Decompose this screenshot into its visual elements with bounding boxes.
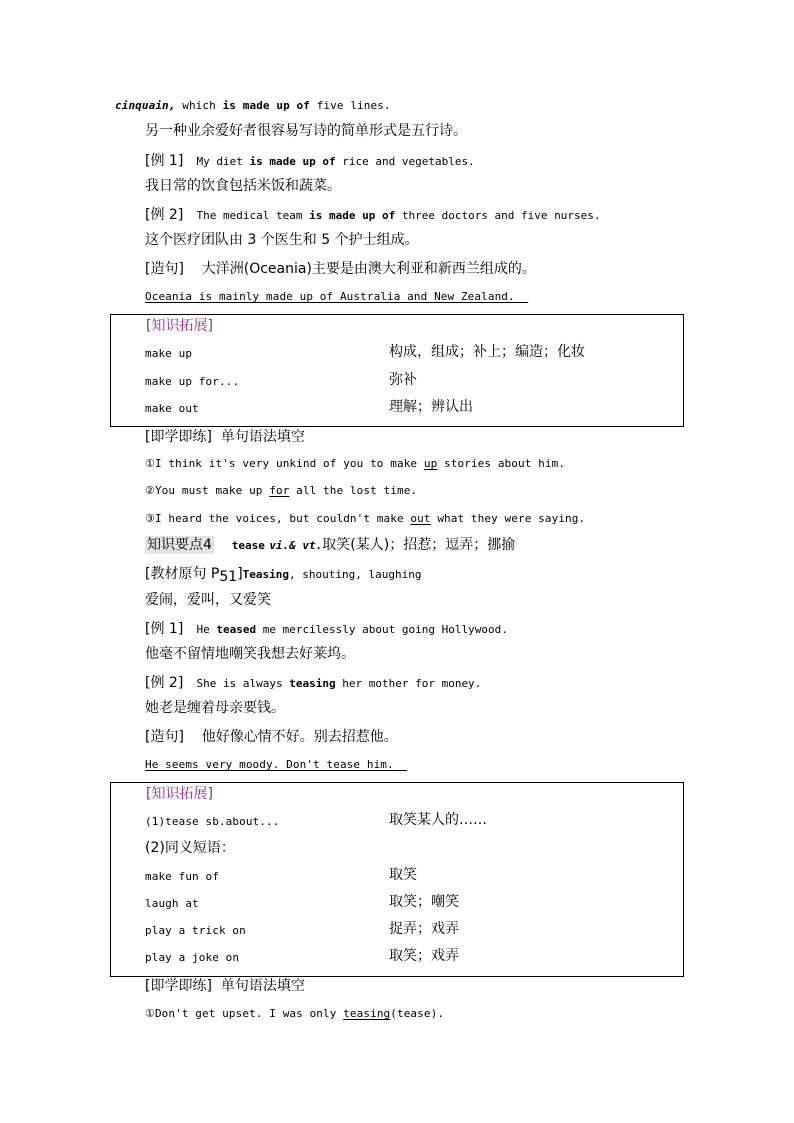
phrase: is made up of	[249, 155, 336, 168]
knowledge-extension-box-1	[110, 314, 684, 427]
text: stories about him.	[437, 457, 566, 470]
textbook-source	[145, 567, 421, 584]
practice-2-q1	[145, 1008, 444, 1019]
phrase-en: play a joke on	[145, 951, 240, 964]
make-sentence-label: [造句]	[145, 729, 184, 745]
phrase-zh: 取笑；戏弄	[389, 948, 459, 964]
text: Oceania is mainly made up of Australia and New Zealand.	[145, 290, 515, 303]
text: teasing	[289, 677, 336, 690]
practice-2-heading	[145, 979, 305, 993]
text: 51	[219, 569, 238, 586]
text: 取笑(某人)；招惹；逗弄；挪揄	[322, 537, 516, 553]
practice-1-q3	[145, 513, 585, 524]
text: rice and vegetables.	[335, 155, 475, 168]
text: ②You must make up	[145, 484, 270, 497]
phrase-zh: 理解；辨认出	[389, 399, 473, 415]
text: (tease).	[390, 1007, 445, 1020]
box-title: [知识拓展]	[146, 786, 213, 802]
term-cinquain: cinquain,	[115, 99, 176, 112]
text: My diet	[196, 155, 250, 168]
text: ①Don't get upset. I was only	[145, 1007, 344, 1020]
text: three doctors and five nurses.	[395, 209, 601, 222]
text: what they were saying.	[430, 512, 586, 525]
text: 大洋洲(Oceania)主要是由澳大利亚和新西兰组成的。	[201, 261, 536, 277]
phrase-en: make out	[145, 402, 199, 415]
example-label: [例 2]	[145, 207, 184, 223]
phrase-en: make up for...	[145, 375, 240, 388]
practice-1-q2	[145, 485, 417, 496]
text: ①I think it's very unkind of you to make	[145, 457, 424, 470]
example-label: [例 2]	[145, 675, 184, 691]
text: [即学即练]	[145, 978, 212, 994]
top-sentence	[115, 100, 391, 111]
text: 他好像心情不好。别去招惹他。	[201, 729, 398, 745]
phrase-zh: 捉弄；戏弄	[389, 921, 459, 937]
text: , shouting, laughing	[289, 568, 422, 581]
answer: teasing	[343, 1007, 391, 1020]
make-sentence-label: [造句]	[145, 261, 184, 277]
phrase-zh: 取笑；嘲笑	[389, 894, 459, 910]
make-sentence-2	[145, 730, 398, 744]
example-1-translation: 我日常的饮食包括米饭和蔬菜。	[145, 178, 341, 194]
example-4	[145, 676, 481, 690]
key-point-tag: 知识要点4	[147, 537, 212, 553]
text: me mercilessly about going Hollywood.	[256, 623, 508, 636]
answer: out	[410, 512, 431, 525]
text: [教材原句 P	[145, 566, 220, 582]
example-2-translation: 这个医疗团队由 3 个医生和 5 个护士组成。	[145, 232, 419, 248]
part-of-speech: vi.& vt.	[269, 539, 323, 552]
example-3-translation: 他毫不留情地嘲笑我想去好莱坞。	[145, 646, 355, 662]
example-label: [例 1]	[145, 621, 184, 637]
example-3	[145, 622, 508, 636]
keyword: tease	[231, 539, 265, 552]
text: all the lost time.	[289, 484, 418, 497]
phrase-en: make up	[145, 347, 193, 360]
text: Teasing	[242, 568, 290, 581]
box-title: [知识拓展]	[146, 318, 213, 334]
phrase-en: laugh at	[145, 897, 199, 910]
make-sentence-1	[145, 262, 536, 276]
practice-1-q1	[145, 458, 565, 469]
text: five lines.	[309, 99, 391, 112]
phrase-zh: 取笑某人的……	[389, 812, 487, 828]
text: He	[196, 623, 217, 636]
text: her mother for money.	[335, 677, 482, 690]
example-4-translation: 她老是缠着母亲要钱。	[145, 700, 285, 716]
phrase-made-up-of: is made up of	[222, 99, 310, 112]
knowledge-extension-box-2	[110, 782, 684, 977]
phrase-zh: 弥补	[389, 372, 417, 388]
text: (2)同义短语：	[145, 840, 235, 856]
text: which	[175, 99, 223, 112]
text: The medical team	[196, 209, 310, 222]
make-sentence-2-answer	[145, 759, 407, 770]
example-label: [例 1]	[145, 153, 184, 169]
text: 单句语法填空	[220, 429, 305, 445]
text: teased	[216, 623, 257, 636]
answer: up	[423, 457, 438, 470]
phrase-en: make fun of	[145, 870, 219, 883]
example-2	[145, 208, 601, 222]
answer: for	[269, 484, 290, 497]
example-1	[145, 154, 475, 168]
text: 单句语法填空	[220, 978, 305, 994]
phrase-zh: 构成，组成；补上；编造；化妆	[389, 344, 585, 360]
phrase-en: play a trick on	[145, 924, 246, 937]
text: He seems very moody. Don't tease him.	[145, 758, 394, 771]
practice-1-heading	[145, 430, 305, 444]
key-point-4	[145, 538, 515, 552]
text: ③I heard the voices, but couldn't make	[145, 512, 411, 525]
text: She is always	[196, 677, 290, 690]
top-translation: 另一种业余爱好者很容易写诗的简单形式是五行诗。	[145, 123, 467, 139]
textbook-source-translation: 爱闹，爱叫，又爱笑	[145, 592, 271, 608]
make-sentence-1-answer	[145, 291, 528, 302]
text: ]	[237, 566, 243, 582]
synonyms-heading	[145, 841, 235, 855]
phrase-en: (1)tease sb.about...	[145, 815, 280, 828]
text: [即学即练]	[145, 429, 212, 445]
phrase: is made up of	[309, 209, 396, 222]
phrase-zh: 取笑	[389, 867, 417, 883]
